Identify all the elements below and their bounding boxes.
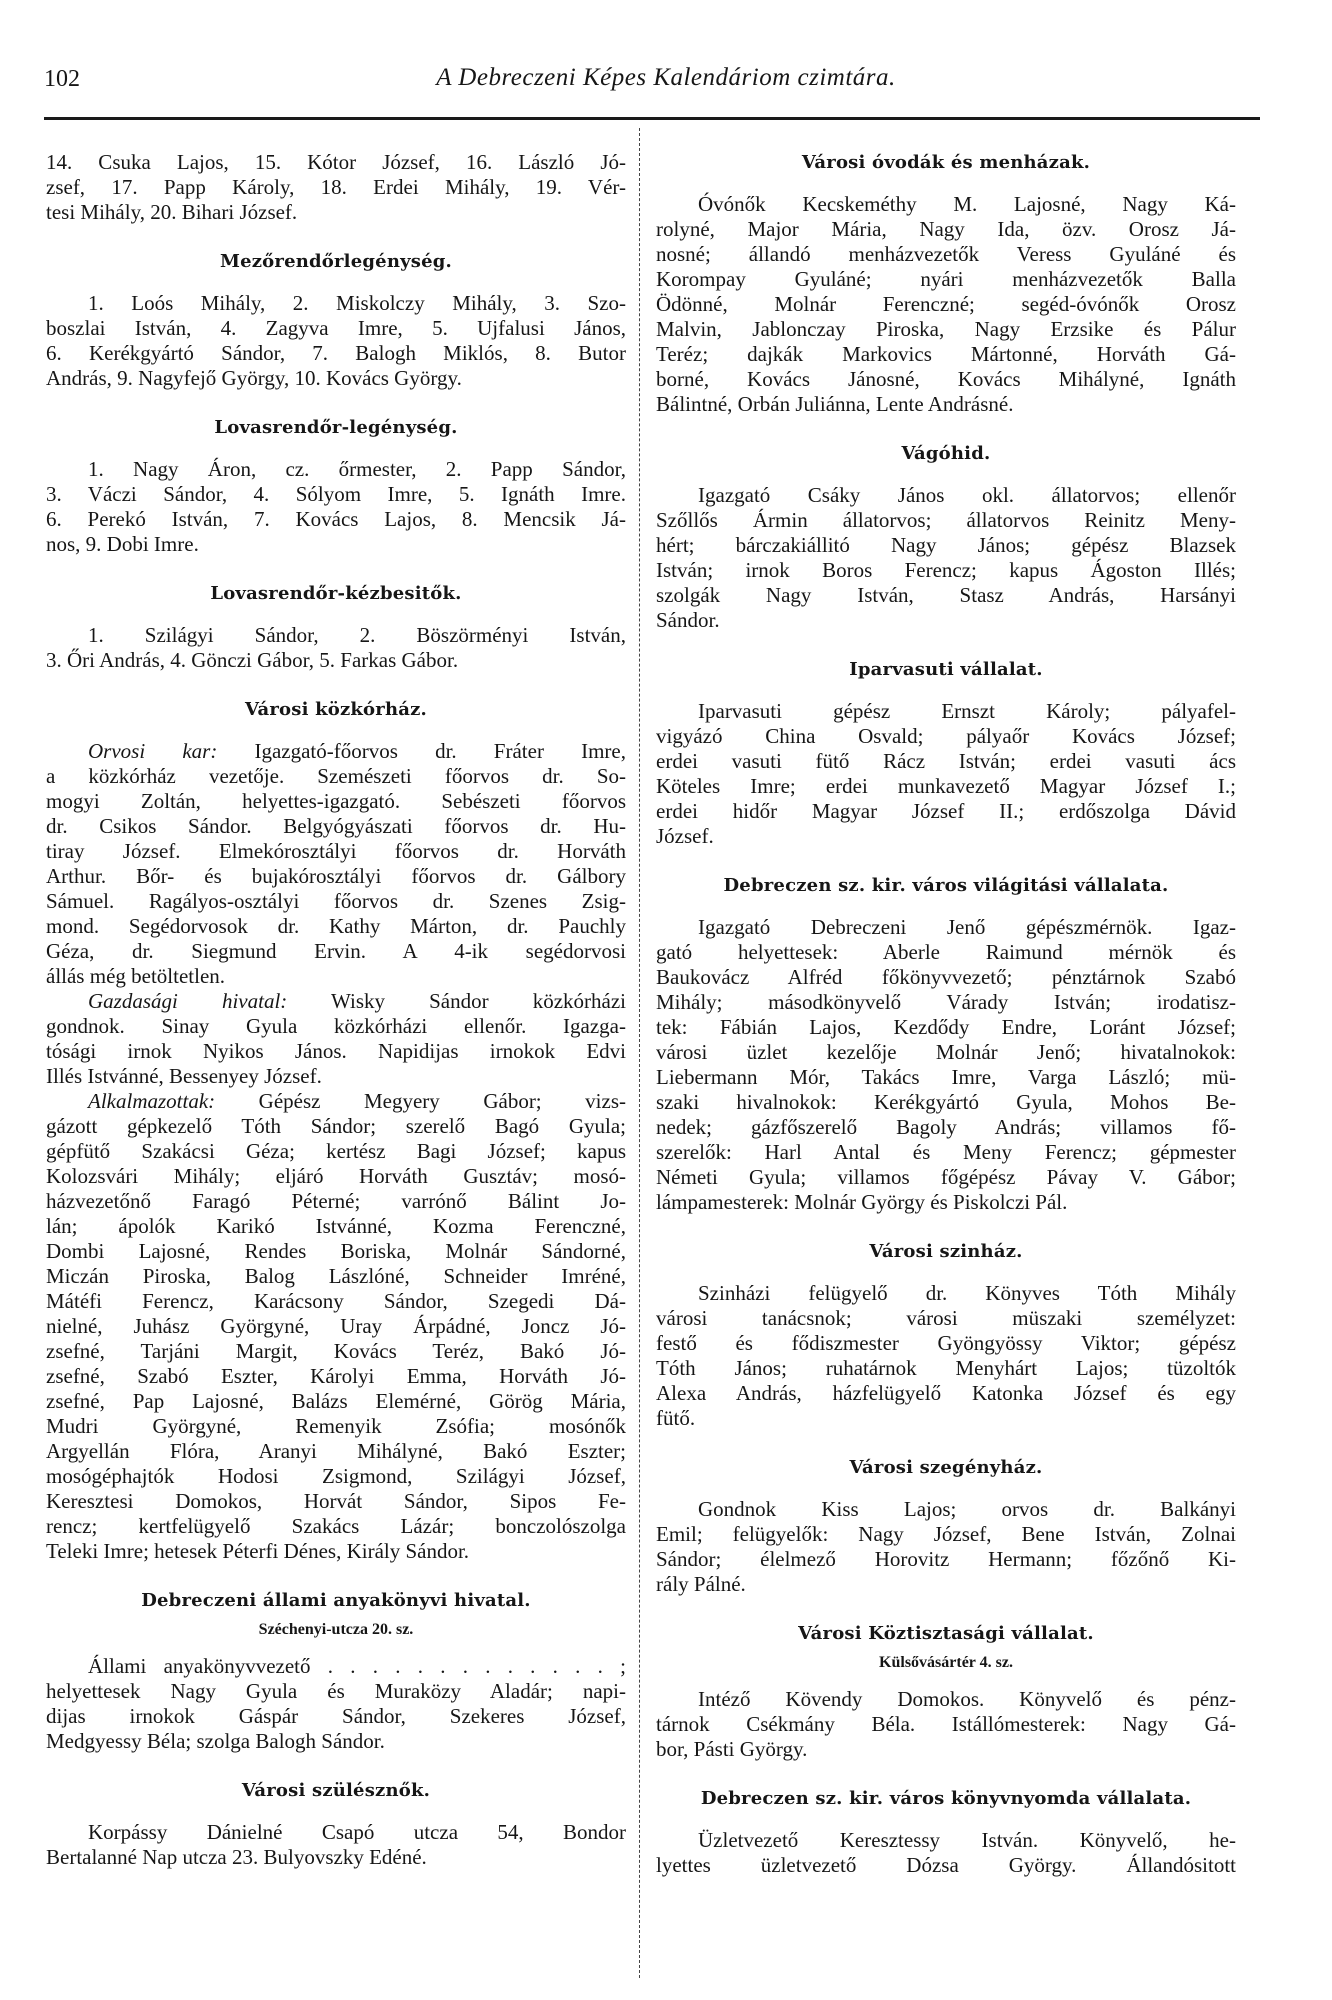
line-text: Argyellán Flóra, Aranyi Mihályné, Bakó Eszter; (46, 1439, 626, 1463)
section (656, 1455, 1236, 1597)
text-line (46, 1039, 626, 1064)
text-line (46, 482, 626, 507)
text-line (656, 608, 1236, 633)
running-title: A Debreczeni Képes Kalendáriom czimtára. (436, 64, 896, 91)
text-line (656, 1015, 1236, 1040)
line-text: Iparvasuti gépész Ernszt Károly; pályafel- (698, 699, 1236, 723)
line-text: állás még betöltetlen. (46, 964, 226, 988)
section (656, 150, 1236, 417)
paragraph (46, 989, 626, 1089)
text-line (656, 508, 1236, 533)
text-line (656, 1140, 1236, 1165)
text-line (46, 341, 626, 366)
line-text: 6. Kerékgyártó Sándor, 7. Balogh Miklós, 8. Butor (46, 341, 626, 365)
page-number: 102 (44, 66, 80, 92)
line-text: Bálintné, Orbán Juliánna, Lente Andrásné. (656, 392, 1014, 416)
text-line (46, 1679, 626, 1704)
text-line (656, 1165, 1236, 1190)
text-line (656, 1406, 1236, 1431)
line-text: Malvin, Jablonczay Piroska, Nagy Erzsike és Pálur (656, 317, 1236, 341)
line-text: házvezetőnő Faragó Péterné; varrónő Bálint Jo- (46, 1189, 626, 1213)
text-line (46, 739, 626, 764)
text-line (46, 1364, 626, 1389)
text-line (46, 1489, 626, 1514)
line-text: dijas irnokok Gáspár Sándor, Szekeres József, (46, 1704, 626, 1728)
text-line (46, 1189, 626, 1214)
line-text: rolyné, Major Mária, Nagy Ida, özv. Orosz Já- (656, 217, 1236, 241)
line-text: Teleki Imre; hetesek Péterfi Dénes, Király Sándor. (46, 1539, 470, 1563)
header-rule (44, 117, 1260, 120)
text-line (46, 150, 626, 175)
line-text: Korompay Gyuláné; nyári menházvezetők Balla (656, 267, 1236, 291)
section (46, 1778, 626, 1870)
section-address: Külsővásártér 4. sz. (879, 1654, 1013, 1671)
line-text: erdei vasuti fütő Rácz István; erdei vasuti ács (656, 749, 1236, 773)
text-line (656, 1065, 1236, 1090)
line-text: 1. Szilágyi Sándor, 2. Böszörményi István, (88, 623, 626, 647)
text-line (46, 1239, 626, 1264)
text-line (656, 1331, 1236, 1356)
text-line (46, 889, 626, 914)
paragraph (46, 1820, 626, 1870)
line-text: 1. Loós Mihály, 2. Miskolczy Mihály, 3. Szo- (88, 291, 626, 315)
line-text: Kolozsvári Mihály; eljáró Horváth Gusztáv; mosó- (46, 1164, 626, 1188)
line-text: hért; bárczakiállitó Nagy János; gépész Blazsek (656, 533, 1236, 557)
section (656, 441, 1236, 633)
line-text: Sándor; élelmező Horovitz Hermann; főzőnő Ki- (656, 1547, 1236, 1571)
line-text: Igazgató Csáky János okl. állatorvos; ellenőr (698, 483, 1236, 507)
section-heading: Debreczen sz. kir. város könyvnyomda vállalata. (700, 1788, 1192, 1809)
line-text: Arthur. Bőr- és bujakórosztályi főorvos dr. Gálbory (46, 864, 626, 888)
paragraph (656, 915, 1236, 1215)
text-line (46, 1064, 626, 1089)
line-text: Alexa András, házfelügyelő Katonka József és egy (656, 1381, 1236, 1405)
paragraph (656, 192, 1236, 417)
paragraph (656, 1281, 1236, 1431)
text-line (46, 1439, 626, 1464)
line-text: Keresztesi Domokos, Horvát Sándor, Sipos Fe- (46, 1489, 626, 1513)
text-line (656, 1306, 1236, 1331)
text-line (656, 1737, 1236, 1762)
line-text: tiray József. Elmekórosztályi főorvos dr. Horváth (46, 839, 626, 863)
line-text: nos, 9. Dobi Imre. (46, 532, 199, 556)
text-line (656, 242, 1236, 267)
line-text: Bertalanné Nap utcza 23. Bulyovszky Edéné. (46, 1845, 427, 1869)
line-text: 6. Perekó István, 7. Kovács Lajos, 8. Mencsik Já- (46, 507, 626, 531)
paragraph (656, 1497, 1236, 1597)
text-line (656, 1522, 1236, 1547)
line-text: gépfütő Szakácsi Géza; kertész Bagi József; kapus (46, 1139, 626, 1163)
paragraph (46, 1654, 626, 1754)
text-line (656, 317, 1236, 342)
text-line (656, 1712, 1236, 1737)
line-text: Igazgató Debreczeni Jenő gépészmérnök. Igaz- (698, 915, 1236, 939)
line-text: Intéző Kövendy Domokos. Könyvelő és pénz- (698, 1687, 1236, 1711)
text-line (656, 342, 1236, 367)
text-line (656, 1115, 1236, 1140)
line-text: Sándor. (656, 608, 720, 632)
line-text: borné, Kovács Jánosné, Kovács Mihályné, Ignáth (656, 367, 1236, 391)
line-text: István; irnok Boros Ferencz; kapus Ágoston Illés; (656, 558, 1236, 582)
line-text: zsefné, Szabó Eszter, Károlyi Emma, Horváth Jó- (46, 1364, 626, 1388)
line-text: Wisky Sándor közkórházi (287, 989, 626, 1013)
text-line (656, 915, 1236, 940)
line-text: Medgyessy Béla; szolga Balogh Sándor. (46, 1729, 385, 1753)
line-text: erdei hidőr Magyar József II.; erdőszolga Dávid (656, 799, 1236, 823)
left-column (46, 150, 626, 1870)
line-text: Köteles Imre; erdei munkavezető Magyar József I.; (656, 774, 1236, 798)
text-line (656, 367, 1236, 392)
text-line (656, 799, 1236, 824)
line-text: lámpamesterek: Molnár György és Piskolczi Pál. (656, 1190, 1068, 1214)
text-line (46, 1089, 626, 1114)
text-line (46, 1114, 626, 1139)
paragraph-lead: Alkalmazottak: (88, 1089, 216, 1113)
paragraph (46, 739, 626, 989)
line-text: boszlai István, 4. Zagyva Imre, 5. Ujfalusi János, (46, 316, 626, 340)
section-heading: Debreczeni állami anyakönyvi hivatal. (141, 1590, 531, 1611)
text-line (46, 1729, 626, 1754)
line-text: 3. Őri András, 4. Gönczi Gábor, 5. Farkas Gábor. (46, 648, 459, 672)
line-text: rály Pálné. (656, 1572, 746, 1596)
line-text: 14. Csuka Lajos, 15. Kótor József, 16. László Jó- (46, 150, 626, 174)
section-heading: Városi szülésznők. (241, 1780, 431, 1801)
text-line (656, 965, 1236, 990)
section-heading: Lovasrendőr-kézbesitők. (210, 583, 462, 604)
text-line (46, 175, 626, 200)
line-text: 1. Nagy Áron, cz. őrmester, 2. Papp Sándor, (88, 457, 626, 481)
line-text: Mátéfi Ferencz, Karácsony Sándor, Szegedi Dá- (46, 1289, 626, 1313)
line-text: Illés Istvánné, Bessenyey József. (46, 1064, 322, 1088)
text-line (656, 1828, 1236, 1853)
line-text: dr. Csikos Sándor. Belgyógyászati főorvos dr. Hu- (46, 814, 626, 838)
text-line (46, 1704, 626, 1729)
paragraph (46, 457, 626, 557)
text-line (656, 1356, 1236, 1381)
text-line (46, 1514, 626, 1539)
section-heading: Mezőrendőrlegénység. (219, 251, 452, 272)
text-line (656, 583, 1236, 608)
line-text: mond. Segédorvosok dr. Kathy Márton, dr. Pauchly (46, 914, 626, 938)
line-text: lyettes üzletvezető Dózsa György. Állandósitott (656, 1853, 1236, 1877)
line-text: tek: Fábián Lajos, Kezdődy Endre, Loránt József; (656, 1015, 1236, 1039)
text-line (46, 1414, 626, 1439)
line-text: Üzletvezető Keresztessy István. Könyvelő, he- (698, 1828, 1236, 1852)
text-line (46, 457, 626, 482)
line-text: Mihály; másodkönyvelő Várady István; irodatisz- (656, 990, 1236, 1014)
line-text: Baukovácz Alfréd főkönyvvezető; pénztárnok Szabó (656, 965, 1236, 989)
text-line (46, 864, 626, 889)
text-line (46, 623, 626, 648)
right-column (656, 150, 1236, 1878)
text-line (656, 1281, 1236, 1306)
line-text: Korpássy Dánielné Csapó utcza 54, Bondor (88, 1820, 626, 1844)
text-line (46, 1014, 626, 1039)
text-line (46, 989, 626, 1014)
text-line (656, 1040, 1236, 1065)
section (46, 697, 626, 1564)
text-line (46, 648, 626, 673)
paragraph-lead: Orvosi kar: (88, 739, 218, 763)
line-text: helyettesek Nagy Gyula és Muraközy Aladár; napi- (46, 1679, 626, 1703)
line-text: városi tanácsnok; városi müszaki személyzet: (656, 1306, 1236, 1330)
text-line (46, 764, 626, 789)
text-line (656, 392, 1236, 417)
line-text: 3. Váczi Sándor, 4. Sólyom Imre, 5. Ignáth Imre. (46, 482, 626, 506)
section-heading: Vágóhid. (901, 443, 991, 464)
paragraph (46, 1089, 626, 1564)
line-text: nosné; állandó menházvezetők Veress Gyuláné és (656, 242, 1236, 266)
text-line (46, 291, 626, 316)
section-heading: Debreczen sz. kir. város világitási vállalata. (723, 875, 1169, 896)
line-text: Liebermann Mór, Takács Imre, Varga László; mü- (656, 1065, 1236, 1089)
line-text: Mudri Györgyné, Remenyik Zsófia; mosónők (46, 1414, 626, 1438)
section-heading: Városi szegényház. (849, 1457, 1043, 1478)
line-text: gondnok. Sinay Gyula közkórházi ellenőr. Igazga- (46, 1014, 626, 1038)
section (46, 581, 626, 673)
text-line (656, 267, 1236, 292)
paragraph (656, 1687, 1236, 1762)
line-text: zsefné, Pap Lajosné, Balázs Elemérné, Görög Mária, (46, 1389, 626, 1413)
line-text: József. (656, 824, 714, 848)
line-text: festő és fődiszmester Gyöngyössy Viktor; gépész (656, 1331, 1236, 1355)
line-text: Miczán Piroska, Balog Lászlóné, Schneider Imréné, (46, 1264, 626, 1288)
line-text: Géza, dr. Siegmund Ervin. A 4-ik segédorvosi (46, 939, 626, 963)
section (656, 873, 1236, 1215)
line-text: Gépész Megyery Gábor; vizs- (215, 1089, 626, 1113)
section (656, 1239, 1236, 1431)
text-line (46, 1264, 626, 1289)
text-line (46, 316, 626, 341)
text-line (656, 699, 1236, 724)
paragraph (656, 483, 1236, 633)
text-line (46, 1339, 626, 1364)
paragraph-lead: Gazdasági hivatal: (88, 989, 288, 1013)
text-line (656, 749, 1236, 774)
line-text: Ödönné, Molnár Ferenczné; segéd-óvónők Orosz (656, 292, 1236, 316)
line-text: Állami anyakönyvvezető . . . . . . . . . . . . . ; (88, 1654, 626, 1678)
text-line (656, 217, 1236, 242)
text-line (656, 774, 1236, 799)
text-line (656, 533, 1236, 558)
paragraph (656, 699, 1236, 849)
text-line (46, 1389, 626, 1414)
text-line (46, 1845, 626, 1870)
line-text: Németi Gyula; villamos főgépész Pávay V. Gábor; (656, 1165, 1236, 1189)
line-text: gázott gépkezelő Tóth Sándor; szerelő Bagó Gyula; (46, 1114, 626, 1138)
line-text: lán; ápolók Karikó Istvánné, Kozma Ferenczné, (46, 1214, 626, 1238)
line-text: szerelők: Harl Antal és Meny Ferencz; gépmester (656, 1140, 1236, 1164)
text-line (656, 1853, 1236, 1878)
section-heading: Városi Köztisztasági vállalat. (798, 1623, 1094, 1644)
line-text: tárnok Csékmány Béla. Istállómesterek: Nagy Gá- (656, 1712, 1236, 1736)
line-text: Emil; felügyelők: Nagy József, Bene István, Zolnai (656, 1522, 1236, 1546)
section (46, 249, 626, 391)
line-text: szolgák Nagy István, Stasz András, Harsányi (656, 583, 1236, 607)
line-text: tósági irnok Nyikos János. Napidijas irnokok Edvi (46, 1039, 626, 1063)
section (46, 415, 626, 557)
text-line (46, 964, 626, 989)
text-line (656, 940, 1236, 965)
text-line (46, 507, 626, 532)
paragraph (46, 623, 626, 673)
line-text: vigyázó China Osvald; pályaőr Kovács József; (656, 724, 1236, 748)
line-text: rencz; kertfelügyelő Szakács Lázár; bonczolószolga (46, 1514, 626, 1538)
text-line (656, 192, 1236, 217)
text-line (46, 200, 626, 225)
line-text: városi üzlet kezelője Molnár Jenő; hivatalnokok: (656, 1040, 1236, 1064)
text-line (656, 724, 1236, 749)
text-line (656, 1547, 1236, 1572)
text-line (46, 939, 626, 964)
text-line (46, 366, 626, 391)
section (656, 1621, 1236, 1762)
text-line (46, 1139, 626, 1164)
text-line (656, 558, 1236, 583)
text-line (656, 1687, 1236, 1712)
text-line (656, 1090, 1236, 1115)
section (656, 657, 1236, 849)
text-line (46, 914, 626, 939)
line-text: Óvónők Kecskeméthy M. Lajosné, Nagy Ká- (698, 192, 1236, 216)
text-line (46, 814, 626, 839)
line-text: szaki hivalnokok: Kerékgyártó Gyula, Mohos Be- (656, 1090, 1236, 1114)
text-line (656, 990, 1236, 1015)
paragraph (46, 150, 626, 225)
text-line (46, 839, 626, 864)
text-line (656, 292, 1236, 317)
text-line (656, 483, 1236, 508)
section-heading: Iparvasuti vállalat. (849, 659, 1043, 680)
line-text: tesi Mihály, 20. Bihari József. (46, 200, 298, 224)
line-text: Dombi Lajosné, Rendes Boriska, Molnár Sándorné, (46, 1239, 626, 1263)
column-divider (639, 128, 640, 1978)
line-text: gató helyettesek: Aberle Raimund mérnök és (656, 940, 1236, 964)
text-line (46, 532, 626, 557)
text-line (46, 1654, 626, 1679)
text-line (46, 1214, 626, 1239)
paragraph (46, 291, 626, 391)
text-line (46, 1164, 626, 1189)
line-text: nielné, Juhász Györgyné, Uray Árpádné, Joncz Jó- (46, 1314, 626, 1338)
text-line (656, 1572, 1236, 1597)
section-address: Széchenyi-utcza 20. sz. (258, 1621, 414, 1638)
line-text: Igazgató-főorvos dr. Fráter Imre, (217, 739, 626, 763)
text-line (46, 1314, 626, 1339)
line-text: nedek; gázfőszerelő Bagoly András; villamos fő- (656, 1115, 1236, 1139)
section-heading: Városi közkórház. (244, 699, 427, 720)
line-text: Sámuel. Ragályos-osztályi főorvos dr. Szenes Zsig- (46, 889, 626, 913)
text-line (656, 1497, 1236, 1522)
section (656, 1786, 1236, 1878)
line-text: zsef, 17. Papp Károly, 18. Erdei Mihály, 19. Vér- (46, 175, 626, 199)
line-text: a közkórház vezetője. Szemészeti főorvos dr. So- (46, 764, 626, 788)
line-text: Tóth János; ruhatárnok Menyhárt Lajos; tüzoltók (656, 1356, 1236, 1380)
section-heading: Városi óvodák és menházak. (801, 152, 1091, 173)
text-line (46, 1539, 626, 1564)
line-text: András, 9. Nagyfejő György, 10. Kovács György. (46, 366, 462, 390)
text-line (46, 1820, 626, 1845)
line-text: mogyi Zoltán, helyettes-igazgató. Sebészeti főorvos (46, 789, 626, 813)
paragraph (656, 1828, 1236, 1878)
line-text: Szőllős Ármin állatorvos; állatorvos Reinitz Meny- (656, 508, 1236, 532)
section (46, 1588, 626, 1754)
section-heading: Városi szinház. (869, 1241, 1023, 1262)
text-line (656, 824, 1236, 849)
text-line (46, 1289, 626, 1314)
text-line (46, 1464, 626, 1489)
line-text: Gondnok Kiss Lajos; orvos dr. Balkányi (698, 1497, 1236, 1521)
section (46, 150, 626, 225)
text-line (46, 789, 626, 814)
line-text: Szinházi felügyelő dr. Könyves Tóth Mihály (698, 1281, 1236, 1305)
line-text: fütő. (656, 1406, 696, 1430)
line-text: mosógéphajtók Hodosi Zsigmond, Szilágyi József, (46, 1464, 626, 1488)
section-heading: Lovasrendőr-legénység. (214, 417, 458, 438)
text-line (656, 1381, 1236, 1406)
line-text: bor, Pásti György. (656, 1737, 808, 1761)
line-text: Teréz; dajkák Markovics Mártonné, Horváth Gá- (656, 342, 1236, 366)
text-line (656, 1190, 1236, 1215)
line-text: zsefné, Tarjáni Margit, Kovács Teréz, Bakó Jó- (46, 1339, 626, 1363)
